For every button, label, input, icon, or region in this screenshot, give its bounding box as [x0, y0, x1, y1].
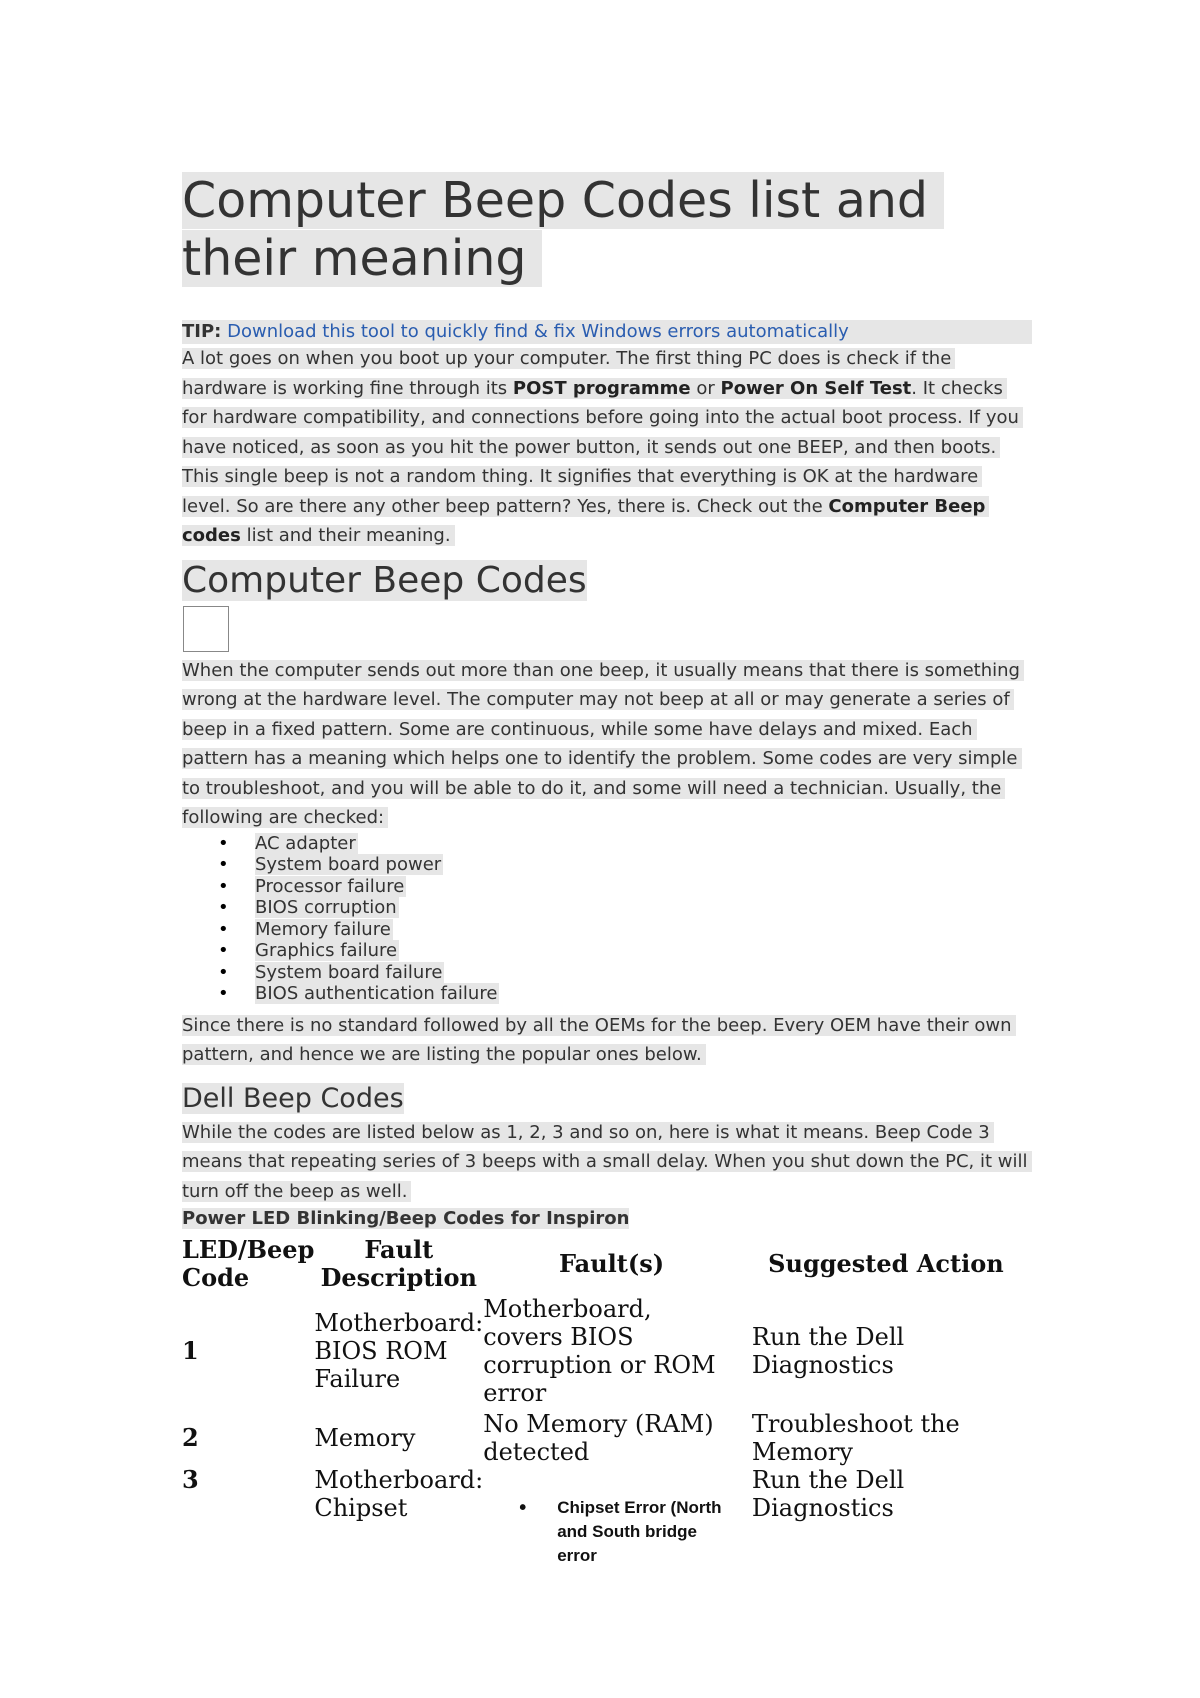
oem-paragraph: Since there is no standard followed by all the OEMs for the beep. Every OEM have their own pattern, and hence we are listing the popular ones below.: [182, 1011, 1032, 1070]
intro-paragraph: A lot goes on when you boot up your computer. The first thing PC does is check if the hardware is working fine through its POST programme or Power On Self Test. It checks for hardware compatibility, and connections before going into the actual boot process. If you have noticed, as soon as you hit the power button, it sends out one BEEP, and then boots. This single beep is not a random thing. It signifies that everything is OK at the hardware level. So are there any other beep pattern? Yes, there is. Check out the Computer Beep codes list and their meaning.: [182, 344, 1032, 551]
list-item: • System board failure: [255, 962, 1032, 984]
list-item: • Memory failure: [255, 919, 1032, 941]
cell-faults: [483, 1466, 740, 1568]
table-row: [182, 1466, 1032, 1568]
dell-heading: Dell Beep Codes: [182, 1082, 404, 1114]
table-header-row: [182, 1236, 1032, 1292]
cell-description: Memory: [314, 1424, 416, 1452]
cell-action: Troubleshoot the Memory: [751, 1410, 960, 1466]
list-item: • System board power: [255, 854, 1032, 876]
list-item: • BIOS corruption: [255, 897, 1032, 919]
chipset-faults-list: [483, 1496, 740, 1568]
header-faults: Fault(s): [558, 1249, 665, 1278]
list-item: • Graphics failure: [255, 940, 1032, 962]
cell-action: Run the Dell Diagnostics: [751, 1323, 905, 1379]
tip-banner: [182, 320, 1032, 344]
article: [182, 172, 1032, 1568]
list-item: • Processor failure: [255, 876, 1032, 898]
hardware-checks-list: [182, 833, 1032, 1005]
cell-code: 1: [182, 1336, 199, 1365]
cell-faults: Motherboard, covers BIOS corruption or ROM error: [483, 1295, 716, 1407]
image-placeholder: [183, 606, 229, 652]
table-caption: Power LED Blinking/Beep Codes for Inspiron: [182, 1208, 630, 1229]
header-suggested-action: Suggested Action: [768, 1249, 1004, 1278]
cell-code: 2: [182, 1423, 199, 1452]
tip-download-link[interactable]: Download this tool to quickly find & fix Windows errors automatically: [227, 321, 849, 342]
header-led-beep-code: LED/Beep Code: [182, 1235, 315, 1292]
table-row: [182, 1410, 1032, 1466]
section-heading-beep-codes: Computer Beep Codes: [182, 559, 587, 601]
cell-code: 3: [182, 1465, 199, 1494]
beep-codes-table: [182, 1236, 1032, 1568]
cell-faults: No Memory (RAM) detected: [483, 1410, 714, 1466]
tip-label: TIP:: [182, 321, 222, 342]
table-row: [182, 1292, 1032, 1410]
page-title: Computer Beep Codes list and their meaning: [182, 172, 1032, 288]
header-fault-description: Fault Description: [320, 1235, 477, 1292]
list-item: • Chipset Error (North and South bridge error: [557, 1496, 740, 1568]
cell-description: Motherboard: Chipset: [314, 1466, 484, 1522]
cell-action: Run the Dell Diagnostics: [751, 1466, 905, 1522]
beep-intro-paragraph: When the computer sends out more than one beep, it usually means that there is something wrong at the hardware level. The computer may not beep at all or may generate a series of beep in a fixed pattern. Some are continuous, while some have delays and mixed. Each pattern has a meaning which helps one to identify the problem. Some codes are very simple to troubleshoot, and you will be able to do it, and some will need a technician. Usually, the following are checked:: [182, 656, 1032, 833]
list-item: • BIOS authentication failure: [255, 983, 1032, 1005]
cell-description: Motherboard: BIOS ROM Failure: [314, 1309, 484, 1393]
list-item: • AC adapter: [255, 833, 1032, 855]
dell-paragraph: While the codes are listed below as 1, 2, 3 and so on, here is what it means. Beep Code 3 means that repeating series of 3 beeps with a small delay. When you shut down the PC, it will turn off the beep as well.: [182, 1118, 1032, 1207]
